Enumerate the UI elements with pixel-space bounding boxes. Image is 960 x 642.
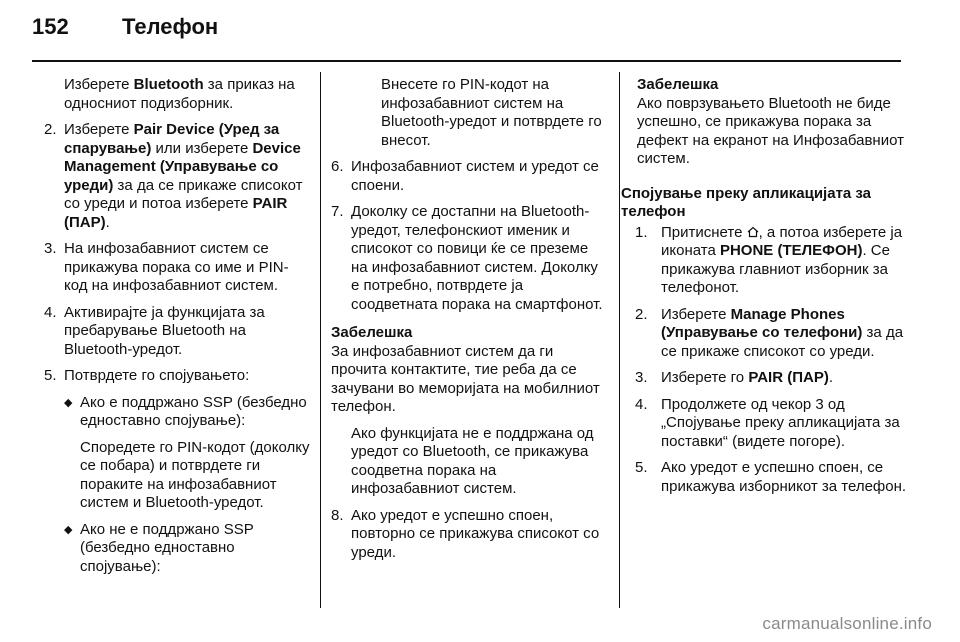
watermark: carmanualsonline.info — [762, 614, 932, 633]
column-3 — [621, 76, 915, 496]
bullet-item: ◆ Ако е поддржано SSP (безбедно едноставно спојување): — [64, 393, 307, 429]
diamond-bullet-icon: ◆ — [64, 396, 73, 409]
list-item: 5. Ако уредот е успешно споен, се прикажува изборникот за телефон. — [635, 459, 907, 495]
list-item: 1. Притиснете , а потоа изберете ја иконата PHONE (ТЕЛЕФОН). Се прикажува главниот изборник за телефонот. — [635, 223, 903, 296]
list-item: 3. На инфозабавниот систем се прикажува порака со име и PIN-код на инфозабавниот систем. — [44, 240, 289, 294]
list-item: 8. Ако уредот е успешно споен, повторно се прикажува списокот со уреди. — [331, 506, 600, 561]
diamond-bullet-icon: ◆ — [64, 523, 73, 536]
note-text: Ако поврзувањето Bluetooth не биде успешно, се прикажува порака за дефект на екранот на Инфозабавниот систем. — [637, 94, 904, 167]
bullet-item: ◆ Ако не е поддржано SSP (безбедно едноставно спојување): — [64, 520, 254, 575]
list-item: 2. Изберете Pair Device (Уред за спарување) или изберете Device Management (Управување со уреди) за да се прикаже списокот со уреди и потоа изберете PAIR (ПАР). — [44, 121, 303, 231]
list-item: 5. Потврдете го спојувањето: ◆ Ако е поддржано SSP (безбедно едноставно спојување): Споредете го PIN-кодот (доколку се побара) и потврдете ги пораките на инфозабавниот систем и Bluetooth-уредот. ◆ Ако не е поддржано SSP (безбедно едноставно спојување): — [44, 367, 310, 575]
list-item: 7. Доколку се достапни на Bluetooth-уредот, телефонскиот именик и списокот со повици ќе се преземе на инфозабавниот систем. Доколку е потребно, потврдете ја соодветната порака на смартфонот. — [331, 203, 603, 313]
list-item: 2. Изберете Manage Phones (Управување со телефони) за да се прикаже списокот со уреди. — [635, 305, 904, 360]
note-heading: Забелешка — [331, 324, 413, 341]
header-rule — [32, 60, 901, 62]
column-divider-2 — [619, 72, 620, 608]
note-paragraph: Ако функцијата не е поддржана од уредот со Bluetooth, се прикажува соодветна порака на инфозабавниот систем. — [351, 424, 594, 497]
list-item: 4. Продолжете од чекор 3 од „Спојување преку апликацијата за поставки“ (видете погоре). — [635, 395, 900, 450]
note-text: За инфозабавниот систем да ги прочита контактите, тие реба да се зачувани во меморијата на мобилниот телефон. — [331, 342, 600, 415]
list-item: 4. Активирајте ја функцијата за пребарување Bluetooth на Bluetooth-уредот. — [44, 303, 265, 358]
column-2 — [331, 76, 603, 562]
section-heading: Спојување преку апликацијата за телефон — [621, 184, 872, 220]
page-title: Телефон — [122, 14, 219, 39]
continued-paragraph: Внесете го PIN-кодот на инфозабавниот систем на Bluetooth-уредот и потврдете го внесот. — [381, 76, 602, 149]
list-item: 6. Инфозабавниот систем и уредот се споени. — [331, 158, 599, 194]
page-number: 152 — [32, 14, 69, 39]
column-1 — [44, 76, 310, 576]
intro-paragraph: Изберете Bluetooth за приказ на односниот подизборник. — [64, 76, 295, 112]
list-item: 3. Изберете го PAIR (ПАР). — [635, 369, 833, 386]
home-icon — [747, 225, 759, 237]
bullet-paragraph: Споредете го PIN-кодот (доколку се побара) и потврдете ги пораките на инфозабавниот систем и Bluetooth-уредот. — [80, 438, 310, 511]
column-divider-1 — [320, 72, 321, 608]
note-heading: Забелешка — [637, 76, 719, 93]
